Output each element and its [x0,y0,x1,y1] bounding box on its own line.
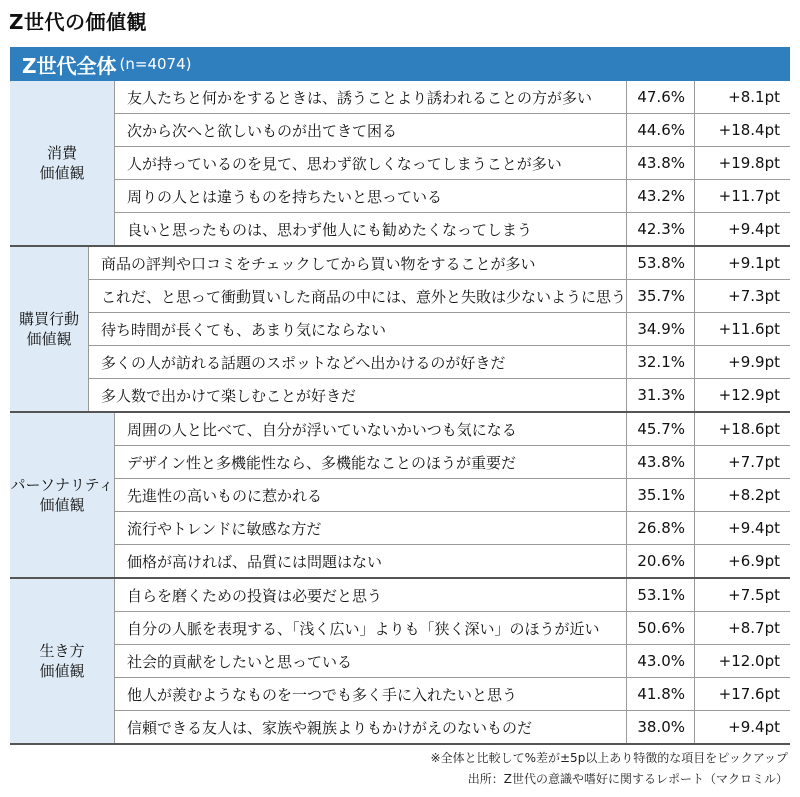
difference-cell: +12.9pt [694,379,790,411]
table-row [114,645,790,678]
difference-cell: +7.5pt [694,579,790,611]
chart-title: Z世代の価値観 [9,10,148,34]
group-label-line: 購買行動 [18,310,79,328]
item-cell: これだ、と思って衝動買いした商品の中には、意外と失敗は少ないように思う [88,280,626,312]
table-row [114,413,790,446]
percent-cell: 43.2% [626,180,694,212]
item-cell: 周りの人とは違うものを持ちたいと思っている [114,180,626,212]
group-label-line: 価値観 [39,496,85,514]
percent-cell: 43.8% [626,446,694,478]
percent-cell: 43.8% [626,147,694,179]
group-label-line: 価値観 [39,662,85,680]
item-cell: 周囲の人と比べて、自分が浮いていないかいつも気になる [114,413,626,445]
table-row [114,612,790,645]
difference-cell: +8.7pt [694,612,790,644]
table-row [114,579,790,612]
item-cell: 友人たちと何かをするときは、誘うことより誘われることの方が多い [114,81,626,113]
source-note: 出所：Z世代の意識や嗜好に関するレポート（マクロミル） [467,772,788,786]
table-row [114,446,790,479]
percent-cell: 50.6% [626,612,694,644]
percent-cell: 34.9% [626,313,694,345]
table-row [114,512,790,545]
header-label: Z世代全体 [22,53,117,78]
group-label [10,81,114,245]
difference-cell: +11.6pt [694,313,790,345]
difference-cell: +8.1pt [694,81,790,113]
difference-cell: +18.6pt [694,413,790,445]
table-row [114,479,790,512]
item-cell: 良いと思ったものは、思わず他人にも勧めたくなってしまう [114,213,626,245]
difference-cell: +9.1pt [694,247,790,279]
percent-cell: 44.6% [626,114,694,146]
table-row [88,247,790,280]
item-cell: 自分の人脈を表現する、「浅く広い」よりも「狭く深い」のほうが近い [114,612,626,644]
item-cell: 多くの人が訪れる話題のスポットなどへ出かけるのが好きだ [88,346,626,378]
percent-cell: 41.8% [626,678,694,710]
difference-cell: +18.4pt [694,114,790,146]
percent-cell: 47.6% [626,81,694,113]
percent-cell: 42.3% [626,213,694,245]
item-cell: デザイン性と多機能性なら、多機能なことのほうが重要だ [114,446,626,478]
group-label [10,247,88,411]
percent-cell: 43.0% [626,645,694,677]
item-cell: 価格が高ければ、品質には問題はない [114,545,626,577]
group-label-line: パーソナリティ [10,476,114,494]
table-group [10,579,790,745]
group-label [10,413,114,577]
item-cell: 信頼できる友人は、家族や親族よりもかけがえのないものだ [114,711,626,743]
difference-cell: +19.8pt [694,147,790,179]
header-sample-size: (n=4074) [119,55,192,73]
item-cell: 人が持っているのを見て、思わず欲しくなってしまうことが多い [114,147,626,179]
group-label-line: 価値観 [26,330,72,348]
values-table [10,81,790,745]
difference-cell: +17.6pt [694,678,790,710]
table-header [10,47,790,81]
difference-cell: +11.7pt [694,180,790,212]
percent-cell: 53.1% [626,579,694,611]
item-cell: 自らを磨くための投資は必要だと思う [114,579,626,611]
difference-cell: +12.0pt [694,645,790,677]
table-row [88,280,790,313]
percent-cell: 35.1% [626,479,694,511]
difference-cell: +6.9pt [694,545,790,577]
table-row [114,147,790,180]
table-row [88,379,790,411]
table-row [88,346,790,379]
table-group [10,413,790,579]
table-group [10,247,790,413]
footnote: ※全体と比較して%差が±5p以上あり特徴的な項目をピックアップ [430,751,788,765]
difference-cell: +8.2pt [694,479,790,511]
group-label-line: 生き方 [39,642,85,660]
difference-cell: +9.9pt [694,346,790,378]
table-row [114,213,790,245]
item-cell: 商品の評判や口コミをチェックしてから買い物をすることが多い [88,247,626,279]
percent-cell: 53.8% [626,247,694,279]
table-row [114,180,790,213]
percent-cell: 38.0% [626,711,694,743]
item-cell: 先進性の高いものに惹かれる [114,479,626,511]
table-row [114,81,790,114]
notes [431,748,788,790]
percent-cell: 20.6% [626,545,694,577]
item-cell: 社会的貢献をしたいと思っている [114,645,626,677]
difference-cell: +9.4pt [694,512,790,544]
table-group [10,81,790,247]
difference-cell: +9.4pt [694,213,790,245]
item-cell: 多人数で出かけて楽しむことが好きだ [88,379,626,411]
percent-cell: 35.7% [626,280,694,312]
difference-cell: +9.4pt [694,711,790,743]
group-label [10,579,114,743]
item-cell: 待ち時間が長くても、あまり気にならない [88,313,626,345]
item-cell: 流行やトレンドに敏感な方だ [114,512,626,544]
group-label-line: 消費 [46,144,77,162]
difference-cell: +7.7pt [694,446,790,478]
percent-cell: 45.7% [626,413,694,445]
difference-cell: +7.3pt [694,280,790,312]
percent-cell: 26.8% [626,512,694,544]
table-row [114,545,790,577]
percent-cell: 32.1% [626,346,694,378]
item-cell: 他人が羨むようなものを一つでも多く手に入れたいと思う [114,678,626,710]
table-row [114,114,790,147]
percent-cell: 31.3% [626,379,694,411]
table-row [114,711,790,743]
table-row [114,678,790,711]
group-label-line: 価値観 [39,164,85,182]
table-row [88,313,790,346]
item-cell: 次から次へと欲しいものが出てきて困る [114,114,626,146]
